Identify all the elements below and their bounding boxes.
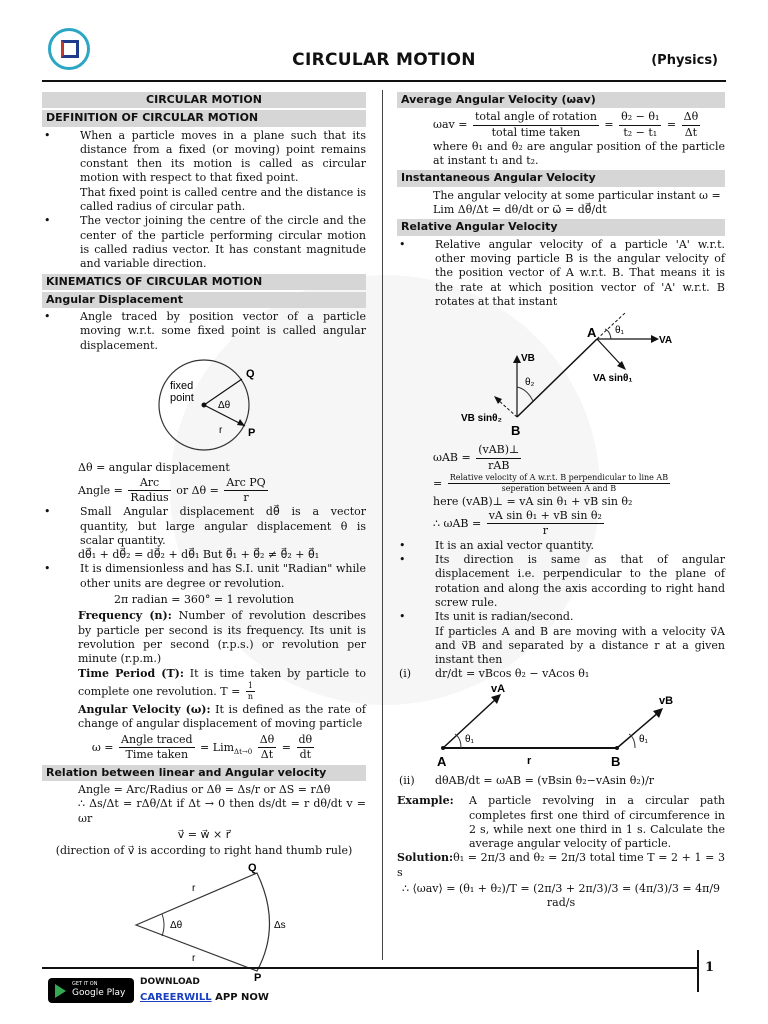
- bullet-item: • It is dimensionless and has S.I. unit "Radian" while other units are degree or revolution.: [44, 562, 366, 590]
- equation: Angle = Arc/Radius or Δθ = Δs/r or ΔS = rΔθ: [78, 783, 331, 797]
- equation: ωav = $\frac{\text{total angle of rotation}}{\text{total time taken}}$ = $\frac{\text{θ₂ − θ₁}}{\text{t₂ − t₁}}$ = $\frac{\Delta\theta}{\Delta t}$: [433, 110, 699, 139]
- equation: ∴ ⟨ωav⟩ = (θ₁ + θ₂)/T = (2π/3 + 2π/3)/3 = (4π/3)/3 = 4π/9 rad/s: [401, 882, 721, 910]
- svg-text:Δθ: Δθ: [218, 400, 231, 412]
- right-column: [397, 90, 725, 913]
- text-block: The angular velocity at some particular instant ω =: [433, 188, 721, 202]
- relative-velocity-figure: [397, 309, 725, 439]
- bullet-item: • Small Angular displacement dθ⃗ is a vector quantity, but large angular displacement θ is scalar quantity.: [44, 505, 366, 547]
- footer-divider: [697, 950, 699, 992]
- bullet-item: • Relative angular velocity of a particle 'A' w.r.t. other moving particle B is the angular velocity of the position vector of A w.r.t. B. That means it is the rate at which position vector of 'A' w.r.t. B rotates at that instant: [399, 237, 725, 308]
- svg-text:r: r: [219, 425, 223, 437]
- equation: 2π radian = 360° = 1 revolution: [113, 593, 294, 607]
- equation-item: (i) dr/dt = vBcos θ₂ − vAcos θ₁: [399, 667, 590, 681]
- equation: Lim Δθ/Δt = dθ/dt or ω⃗ = dθ⃗/dt: [433, 203, 607, 217]
- svg-text:A: A: [587, 325, 597, 341]
- equation: ∴ ωAB = $\frac{\text{vA sin θ₁ + vB sin θ₂}}{r}$: [433, 509, 602, 538]
- svg-text:B: B: [611, 753, 621, 769]
- svg-text:B: B: [511, 423, 521, 439]
- bullet-item: • Angle traced by position vector of a particle moving w.r.t. some fixed point is called angular displacement.: [44, 310, 366, 352]
- section-heading: Relation between linear and Angular velocity: [42, 765, 366, 781]
- bullet-item: • Its direction is same as that of angular displacement i.e. perpendicular to the plane of rotation and along the axis according to right hand screw rule.: [399, 553, 725, 609]
- svg-text:θ₁: θ₁: [615, 325, 624, 337]
- page-number: 1: [705, 960, 715, 975]
- svg-text:Q: Q: [248, 861, 257, 874]
- two-particle-figure: [397, 682, 725, 770]
- definition-angular-velocity: Angular Velocity (ω): It is defined as the rate of change of angular displacement of moving particle: [78, 702, 366, 730]
- svg-text:VA sinθ₁: VA sinθ₁: [593, 373, 633, 385]
- bullet-item: • It is an axial vector quantity.: [399, 538, 594, 552]
- text-block: where θ₁ and θ₂ are angular position of the particle at instant t₁ and t₂.: [433, 139, 725, 168]
- svg-text:r: r: [527, 754, 532, 767]
- svg-text:vA: vA: [491, 682, 506, 695]
- section-heading: Relative Angular Velocity: [397, 219, 725, 235]
- bullet-item: • When a particle moves in a plane such that its distance from a fixed (or moving) point remains constant then its motion is called as circular motion with respect to that fixed point. That fixed point is called centre and the distance is called radius of circular path.: [44, 128, 366, 214]
- download-label: DOWNLOAD: [140, 977, 200, 987]
- equation: here (vAB)⊥ = vA sin θ₁ + vB sin θ₂: [433, 494, 633, 508]
- svg-text:θ₂: θ₂: [525, 377, 535, 389]
- svg-text:VB sinθ₂: VB sinθ₂: [461, 413, 502, 425]
- svg-text:Δs: Δs: [274, 919, 286, 931]
- equation: Angle = $\frac{\text{Arc}}{\text{Radius}}$ or Δθ = $\frac{\text{Arc PQ}}{r}$: [78, 475, 266, 504]
- svg-text:VA: VA: [659, 335, 673, 347]
- sector-figure: [42, 861, 366, 981]
- bullet-item: • The vector joining the centre of the circle and the center of the particle performing circular motion is called radius vector. It has constant magnitude and variable direction.: [44, 214, 366, 271]
- bullet-item: • Its unit is radian/second. If particles A and B are moving with a velocity v⃗A and v⃗B and separated by a distance r at a given instant then: [399, 610, 725, 667]
- column-divider: [382, 90, 383, 960]
- google-play-badge[interactable]: GET IT ON Google Play: [48, 978, 134, 1003]
- equation: ∴ Δs/Δt = rΔθ/Δt if Δt → 0 then ds/dt = r dθ/dt v = ωr: [78, 797, 366, 825]
- equation-item: (ii) dθAB/dt = ωAB = (vBsin θ₂−vAsin θ₂)/r: [399, 773, 655, 787]
- svg-text:P: P: [254, 971, 262, 981]
- svg-text:P: P: [248, 427, 256, 440]
- play-store-icon: [55, 984, 66, 998]
- angular-displacement-figure: [42, 353, 366, 457]
- svg-text:θ₁: θ₁: [465, 733, 474, 745]
- svg-text:θ₁: θ₁: [639, 733, 648, 745]
- svg-text:Δθ: Δθ: [170, 919, 183, 931]
- page-title: CIRCULAR MOTION: [292, 50, 476, 70]
- careerwill-link[interactable]: CAREERWILL: [140, 992, 212, 1003]
- section-heading: DEFINITION OF CIRCULAR MOTION: [42, 110, 366, 126]
- equation: ω = $\frac{\text{Angle traced}}{\text{Time taken}}$ = Lim$_{\Delta t\to 0}$ $\frac{\Delta\theta}{\Delta t}$ = $\frac{d\theta}{dt}$: [91, 733, 313, 762]
- section-heading: Instantaneous Angular Velocity: [397, 170, 725, 186]
- section-heading: Average Angular Velocity (ωav): [397, 92, 725, 108]
- equation: dθ⃗₁ + dθ⃗₂ = dθ⃗₂ + dθ⃗₁ But θ⃗₁ + θ⃗₂ ≠ θ⃗₂ + θ⃗₁: [78, 548, 320, 562]
- svg-text:VB: VB: [521, 353, 535, 365]
- section-heading: Angular Displacement: [42, 292, 366, 308]
- svg-text:vB: vB: [659, 694, 674, 707]
- definition-frequency: Frequency (n): Number of revolution describes by particle per second is its frequency. Its unit is revolution per second (r.p.s.) or revolution per minute (r.p.m.): [78, 609, 367, 666]
- example-block: Example: A particle revolving in a circular path completes first one third of circumference in 2 s, while next one third in 1 s. Calculate the average angular velocity of particle.: [397, 794, 725, 851]
- equation: ωAB = $\frac{\text{(vAB)⊥}}{\text{rAB}}$: [433, 443, 520, 472]
- page-header: [0, 0, 768, 82]
- svg-text:Q: Q: [246, 368, 255, 381]
- svg-text:A: A: [437, 753, 447, 769]
- app-promo: CAREERWILL APP NOW: [140, 992, 269, 1003]
- note: (direction of v⃗ is according to right hand thumb rule): [55, 844, 353, 858]
- svg-text:point: point: [170, 392, 194, 405]
- left-column: [42, 90, 366, 985]
- footer-rule: [42, 967, 697, 969]
- svg-text:r: r: [192, 882, 196, 894]
- subject-label: (Physics): [651, 53, 718, 68]
- solution-block: Solution:θ₁ = 2π/3 and θ₂ = 2π/3 total time T = 2 + 1 = 3 s: [397, 851, 725, 879]
- section-heading: CIRCULAR MOTION: [42, 92, 366, 108]
- equation: v⃗ = w⃗ × r⃗: [177, 827, 231, 841]
- equation: Δθ = angular displacement: [78, 461, 230, 475]
- definition-time-period: Time Period (T): It is time taken by particle to complete one revolution. T = $\frac{1}{n}$: [78, 666, 366, 702]
- header-rule: [42, 80, 726, 82]
- svg-text:r: r: [192, 952, 196, 964]
- section-heading: KINEMATICS OF CIRCULAR MOTION: [42, 274, 366, 290]
- svg-text:fixed: fixed: [170, 380, 194, 393]
- equation: = $\frac{\text{Relative velocity of A w.r.t. B perpendicular to line AB}}{\text{seperation between A and B}}$: [433, 473, 669, 494]
